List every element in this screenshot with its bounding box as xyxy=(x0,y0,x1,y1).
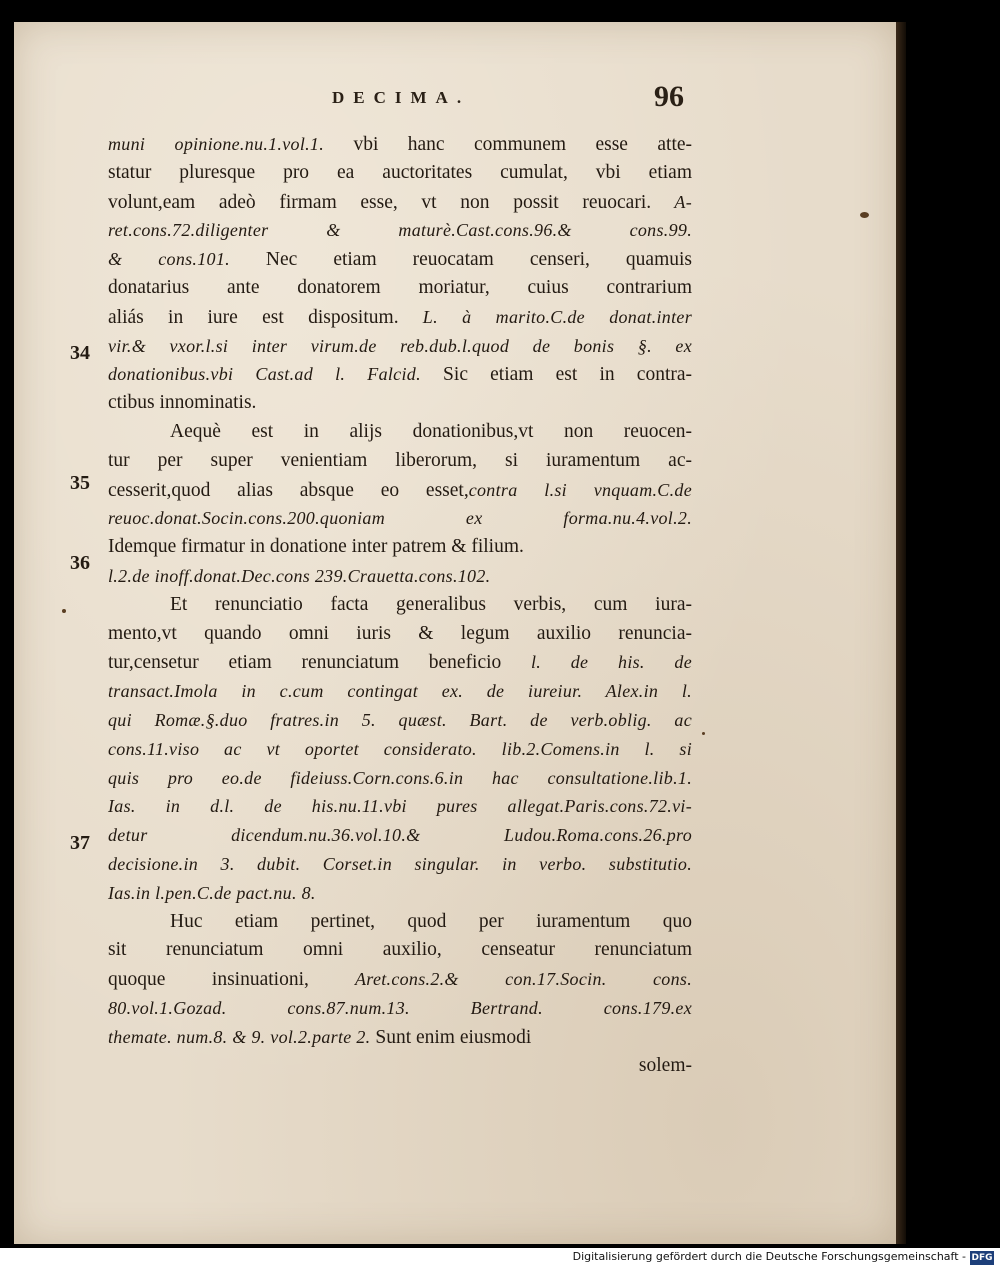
citation-text: vir.& vxor.l.si inter virum.de reb.dub.l.quod de bonis §. ex xyxy=(108,335,692,356)
roman-text: tur,censetur etiam renunciatum beneficio xyxy=(108,652,502,674)
ink-speck xyxy=(62,609,66,613)
roman-text: solem- xyxy=(638,1054,692,1076)
roman-text: Sunt enim eiusmodi xyxy=(370,1026,532,1048)
citation-text: 80.vol.1.Gozad. cons.87.num.13. Bertrand. cons.179.ex xyxy=(108,997,692,1018)
roman-text: sit renunciatum omni auxilio, censeatur renunciatum xyxy=(108,939,692,961)
citation-text: muni opinione.nu.1.vol.1. xyxy=(108,134,325,154)
citation-text: ret.cons.72.diligenter & maturè.Cast.cons.96.& cons.99. xyxy=(108,220,692,241)
roman-text: ctibus innominatis. xyxy=(108,392,257,414)
citation-text: quis pro eo.de fideiuss.Corn.cons.6.in hac consultatione.lib.1. xyxy=(108,767,692,788)
roman-text: Sic etiam est in contra- xyxy=(420,364,693,386)
citation-text: donationibus.vbi Cast.ad l. Falcid. xyxy=(108,364,421,385)
citation-text: L. à marito.C.de donat.inter xyxy=(398,306,692,327)
text-line xyxy=(108,188,692,217)
ink-speck xyxy=(702,732,705,735)
text-line xyxy=(108,303,692,332)
roman-text: mento,vt quando omni iuris & legum auxilio renuncia- xyxy=(108,622,692,644)
text-line xyxy=(108,562,692,591)
margin-number: 35 xyxy=(70,472,90,494)
citation-text: l. de his. de xyxy=(501,652,692,673)
text-line xyxy=(108,389,692,418)
ink-speck xyxy=(860,212,869,218)
citation-text: A- xyxy=(651,191,692,212)
roman-text: Nec etiam reuocatam censeri, quamuis xyxy=(229,249,692,271)
citation-text: & cons.101. xyxy=(108,249,230,270)
citation-text: reuoc.donat.Socin.cons.200.quoniam ex forma.nu.4.vol.2. xyxy=(108,508,692,529)
text-line xyxy=(108,332,692,361)
text-line xyxy=(108,936,692,965)
citation-text: Ias. in d.l. de his.nu.11.vbi pures allegat.Paris.cons.72.vi- xyxy=(108,796,692,817)
citation-text: cons.11.viso ac vt oportet considerato. lib.2.Comens.in l. si xyxy=(108,738,692,759)
text-line xyxy=(108,159,692,188)
margin-number: 37 xyxy=(70,832,90,854)
text-line xyxy=(108,1052,692,1081)
text-line xyxy=(108,360,692,389)
text-line xyxy=(108,1023,692,1052)
roman-text: aliás in iure est dispositum. xyxy=(108,306,399,328)
citation-text: detur dicendum.nu.36.vol.10.& Ludou.Roma.cons.26.pro xyxy=(108,825,692,846)
roman-text: donatarius ante donatorem moriatur, cuius contrarium xyxy=(108,276,692,298)
citation-text: Aret.cons.2.& con.17.Socin. cons. xyxy=(308,969,692,990)
roman-text: Huc etiam pertinet, quod per iuramentum quo xyxy=(170,910,692,932)
citation-text: Ias.in l.pen.C.de pact.nu. 8. xyxy=(108,882,316,903)
dfg-logo-icon: DFG xyxy=(971,1253,993,1263)
page-edge xyxy=(896,22,906,1244)
roman-text: quoque insinuationi, xyxy=(108,969,309,991)
roman-text: statur pluresque pro ea auctoritates cumulat, vbi etiam xyxy=(108,161,692,183)
text-line xyxy=(108,994,692,1023)
citation-text: qui Romæ.§.duo fratres.in 5. quæst. Bart. de verb.oblig. ac xyxy=(108,709,692,730)
text-line xyxy=(108,735,692,764)
citation-text: transact.Imola in c.cum contingat ex. de iureiur. Alex.in l. xyxy=(108,681,692,702)
text-line xyxy=(108,504,692,533)
text-line xyxy=(108,447,692,476)
footer-bar xyxy=(0,1248,1000,1269)
citation-text: themate. num.8. & 9. vol.2.parte 2. xyxy=(108,1026,371,1047)
text-line xyxy=(108,130,692,159)
citation-text: decisione.in 3. dubit. Corset.in singular. in verbo. substitutio. xyxy=(108,853,692,874)
running-head: DECIMA. xyxy=(332,88,471,107)
text-line xyxy=(108,245,692,274)
text-line xyxy=(108,533,692,562)
roman-text: vbi hanc communem esse atte- xyxy=(324,134,693,155)
roman-text: Idemque firmatur in donatione inter patrem & filium. xyxy=(108,536,524,558)
text-line xyxy=(108,591,692,620)
text-line xyxy=(108,908,692,937)
text-line xyxy=(108,216,692,245)
text-line xyxy=(108,706,692,735)
margin-number: 34 xyxy=(70,342,90,364)
roman-text: cesserit,quod alias absque eo esset, xyxy=(108,479,469,501)
text-line xyxy=(108,821,692,850)
roman-text: Aequè est in alijs donationibus,vt non reuocen- xyxy=(170,420,692,442)
citation-text: contra l.si vnquam.C.de xyxy=(468,479,692,500)
text-line xyxy=(108,850,692,879)
text-line xyxy=(108,677,692,706)
body-text xyxy=(108,130,692,1080)
text-line xyxy=(108,274,692,303)
text-line xyxy=(108,620,692,649)
text-line xyxy=(108,764,692,793)
text-line xyxy=(108,418,692,447)
book-page xyxy=(14,22,896,1244)
text-line xyxy=(108,648,692,677)
roman-text: volunt,eam adeò firmam esse, vt non possit reuocari. xyxy=(108,191,652,213)
text-line xyxy=(108,879,692,908)
page-number: 96 xyxy=(654,80,684,113)
text-line xyxy=(108,965,692,994)
citation-text: l.2.de inoff.donat.Dec.cons 239.Crauetta.cons.102. xyxy=(108,565,491,586)
roman-text: tur per super venientiam liberorum, si iuramentum ac- xyxy=(108,449,692,471)
text-line xyxy=(108,476,692,505)
margin-number: 36 xyxy=(70,552,90,574)
text-line xyxy=(108,792,692,821)
roman-text: Et renunciatio facta generalibus verbis, cum iura- xyxy=(170,593,692,615)
footer-credit: Digitalisierung gefördert durch die Deutsche Forschungsgemeinschaft - xyxy=(572,1250,966,1263)
